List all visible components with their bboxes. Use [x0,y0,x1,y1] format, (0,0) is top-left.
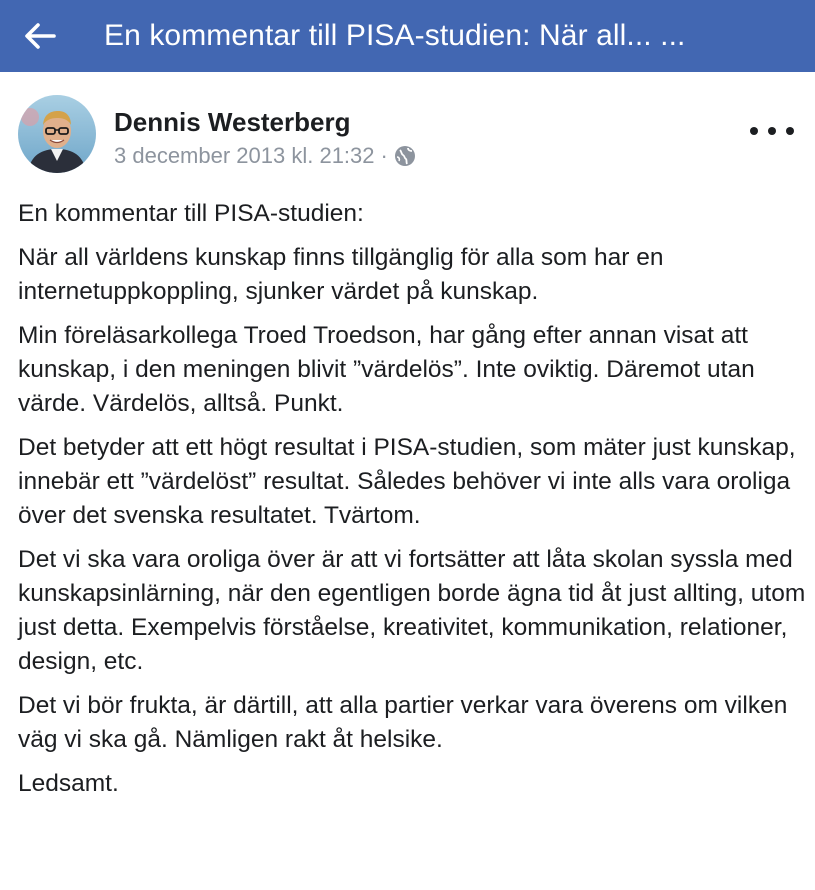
post-paragraph: Det vi bör frukta, är därtill, att alla partier verkar vara överens om vilken väg vi ska gå. Nämligen rakt åt helsike. [18,692,788,753]
profile-photo [18,95,96,173]
post-meta [114,143,416,169]
more-horizontal-icon [750,127,758,135]
top-navigation-bar [0,0,815,72]
post-header [18,95,798,175]
page-title: En kommentar till PISA-studien: När all... ... [104,19,686,52]
arrow-left-icon [24,22,56,50]
post-paragraph: Det betyder att ett högt resultat i PISA-studien, som mäter just kunskap, innebär ett ”värdelöst” resultat. Således behöver vi inte alls vara oroliga över det svenska resultatet. Tvärtom. [18,434,796,529]
post-paragraph: En kommentar till PISA-studien: [18,200,364,227]
more-horizontal-icon [786,127,794,135]
post-date[interactable]: 3 december 2013 kl. 21:32 [114,143,375,168]
meta-separator: · [380,143,388,168]
post-paragraph: Ledsamt. [18,770,119,797]
post-paragraph: När all världens kunskap finns tillgänglig för alla som har en internetuppkoppling, sjunker värdet på kunskap. [18,244,664,305]
avatar[interactable] [18,95,96,173]
post-paragraph: Min föreläsarkollega Troed Troedson, har gång efter annan visat att kunskap, i den meningen blivit ”värdelös”. Inte oviktig. Däremot utan värde. Värdelös, alltså. Punkt. [18,322,755,417]
back-button[interactable] [22,18,58,54]
globe-icon [394,145,416,167]
more-horizontal-icon [768,127,776,135]
more-options-button[interactable] [750,119,794,143]
post-paragraph: Det vi ska vara oroliga över är att vi fortsätter att låta skolan syssla med kunskapsinlärning, när den egentligen borde ägna tid åt just allting, utom just detta. Exempelvis förståelse, kreativitet, kommunikation, relationer, design, etc. [18,546,806,675]
post-body [18,197,808,811]
author-name[interactable]: Dennis Westerberg [114,107,351,137]
